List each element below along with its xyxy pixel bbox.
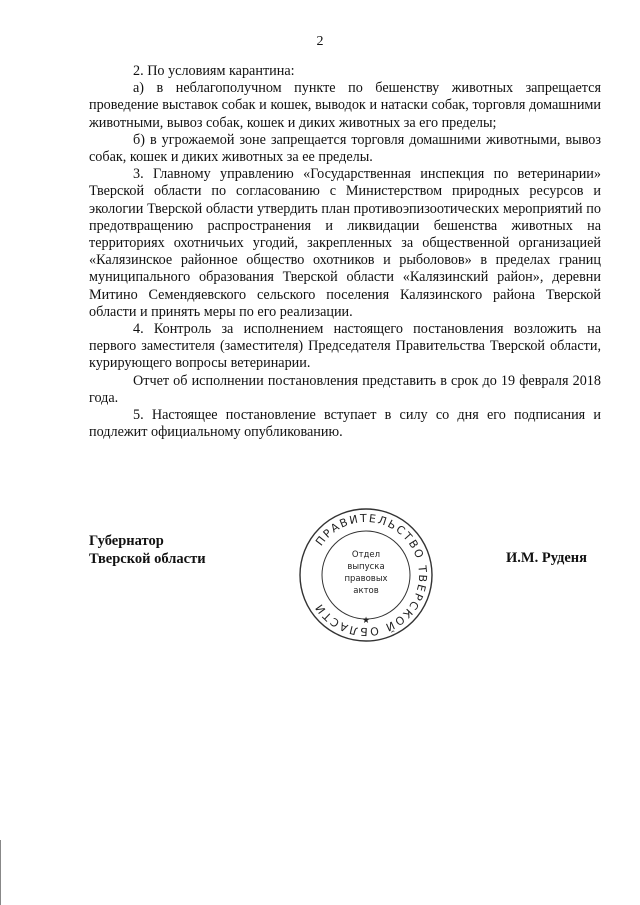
seal-center-line2: выпуска xyxy=(347,562,385,572)
paragraph-item-3: 3. Главному управлению «Государственная инспекция по ветеринарии» Тверской области по согласованию с Министерством природных ресурсов и экологии Тверской области утвердить план противоэпизоотических мероприятий по предотвращению распространения и ликвидации бешенства животных на территориях охотничьих угодий, закрепленных за общественной организацией «Калязинское районное общество охотников и рыболовов» в пределах границ муниципального образования Тверской области «Калязинский район», деревни Митино Семендяевского сельского поселения Калязинского района Тверской области и принять меры по его реализации. xyxy=(89,166,601,320)
paragraph-quarantine-heading: 2. По условиям карантина: xyxy=(133,63,295,79)
paragraph-quarantine-a: а) в неблагополучном пункте по бешенству животных запрещается проведение выставок собак и кошек, выводок и натаски собак, торговля домашними животными, вывоз собак, кошек и диких животных за его пределы; xyxy=(89,80,601,131)
seal-center-line3: правовых xyxy=(344,574,388,584)
signatory-title xyxy=(89,533,206,568)
seal-star-icon: ★ xyxy=(361,615,371,625)
paragraph-quarantine-b: б) в угрожаемой зоне запрещается торговля домашними животными, вывоз собак, кошек и диких животных за ее пределы. xyxy=(89,131,601,166)
signatory-title-line2: Тверской области xyxy=(89,550,206,567)
paragraph-item-4: 4. Контроль за исполнением настоящего постановления возложить на первого заместителя (заместителя) Председателя Правительства Тверской области, курирующего вопросы ветеринарии. xyxy=(89,321,601,372)
seal-center-line1: Отдел xyxy=(351,550,381,560)
official-seal xyxy=(296,505,436,645)
scan-edge-line xyxy=(0,840,1,905)
signatory-title-line1: Губернатор xyxy=(89,533,164,549)
paragraph-report-deadline: Отчет об исполнении постановления представить в срок до 19 февраля 2018 года. xyxy=(89,372,601,406)
seal-ring-text: ПРАВИТЕЛЬСТВО ТВЕРСКОЙ ОБЛАСТИ xyxy=(312,511,430,639)
signatory-name: И.М. Руденя xyxy=(506,550,588,566)
page-number: 2 xyxy=(316,34,324,49)
seal-center-line4: актов xyxy=(353,586,379,596)
paragraph-item-5: 5. Настоящее постановление вступает в силу со дня его подписания и подлежит официальному опубликованию. xyxy=(89,407,601,441)
document-body xyxy=(89,63,601,441)
